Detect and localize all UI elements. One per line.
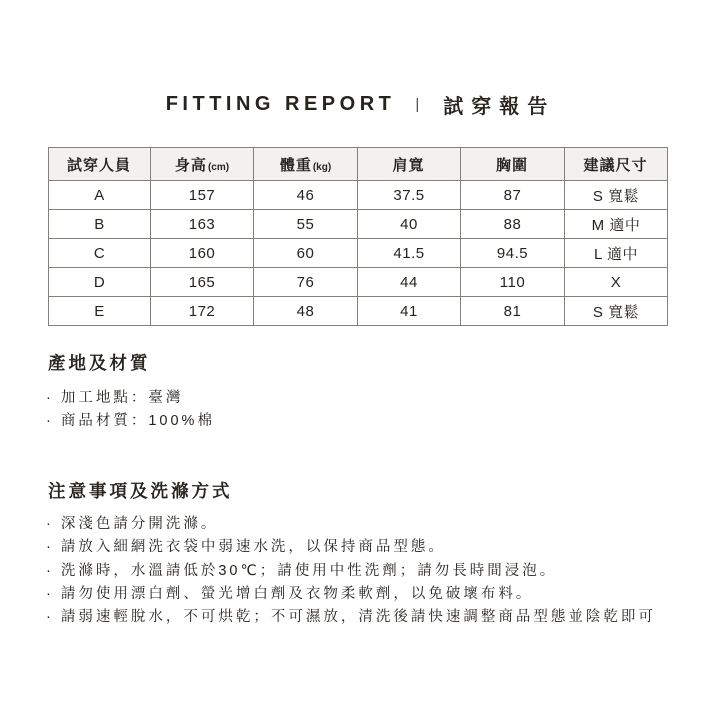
cell-shoulder: 40 bbox=[358, 210, 461, 239]
cell-weight: 55 bbox=[254, 210, 358, 239]
cell-tester: B bbox=[49, 210, 151, 239]
material-item-origin: · 加工地點：臺灣 bbox=[46, 390, 184, 406]
title-english: FITTING REPORT bbox=[165, 92, 396, 115]
cell-chest: 94.5 bbox=[461, 239, 565, 268]
title-chinese: 試穿報告 bbox=[443, 95, 556, 118]
cell-tester: E bbox=[49, 297, 151, 326]
table-row bbox=[49, 297, 668, 326]
cell-tester: C bbox=[49, 239, 151, 268]
care-item: · 請勿使用漂白劑、螢光增白劑及衣物柔軟劑，以免破壞布料。 bbox=[46, 585, 534, 602]
table-row bbox=[49, 239, 668, 268]
col-header-height: 身高(cm) bbox=[151, 148, 254, 181]
cell-height: 172 bbox=[151, 297, 254, 326]
cell-shoulder: 44 bbox=[358, 268, 461, 297]
page-title bbox=[0, 90, 721, 118]
cell-size: L 適中 bbox=[565, 239, 668, 268]
cell-weight: 46 bbox=[254, 181, 358, 210]
title-divider-bar: | bbox=[415, 95, 420, 113]
cell-size: S 寬鬆 bbox=[565, 181, 668, 210]
col-header-chest: 胸圍 bbox=[461, 148, 565, 181]
fitting-table bbox=[48, 147, 668, 326]
col-header-tester: 試穿人員 bbox=[49, 148, 151, 181]
cell-weight: 60 bbox=[254, 239, 358, 268]
care-item: · 請放入細網洗衣袋中弱速水洗，以保持商品型態。 bbox=[46, 539, 446, 556]
cell-height: 163 bbox=[151, 210, 254, 239]
cell-weight: 76 bbox=[254, 268, 358, 297]
cell-chest: 81 bbox=[461, 297, 565, 326]
col-header-weight: 體重(kg) bbox=[254, 148, 358, 181]
cell-size: X bbox=[565, 268, 668, 297]
table-row bbox=[49, 210, 668, 239]
cell-tester: A bbox=[49, 181, 151, 210]
table-header-row bbox=[49, 148, 668, 181]
care-section-heading: 注意事項及洗滌方式 bbox=[48, 481, 233, 501]
cell-chest: 87 bbox=[461, 181, 565, 210]
cell-shoulder: 41.5 bbox=[358, 239, 461, 268]
material-list bbox=[46, 387, 215, 434]
cell-chest: 88 bbox=[461, 210, 565, 239]
cell-shoulder: 41 bbox=[358, 297, 461, 326]
material-item-fabric: · 商品材質：100%棉 bbox=[46, 413, 215, 430]
cell-tester: D bbox=[49, 268, 151, 297]
care-item: · 深淺色請分開洗滌。 bbox=[46, 516, 219, 532]
col-header-suggested-size: 建議尺寸 bbox=[565, 148, 668, 181]
cell-chest: 110 bbox=[461, 268, 565, 297]
cell-weight: 48 bbox=[254, 297, 358, 326]
cell-height: 165 bbox=[151, 268, 254, 297]
care-item: · 洗滌時，水溫請低於30℃；請使用中性洗劑；請勿長時間浸泡。 bbox=[46, 562, 558, 579]
cell-size: S 寬鬆 bbox=[565, 297, 668, 326]
cell-shoulder: 37.5 bbox=[358, 181, 461, 210]
material-section-heading: 產地及材質 bbox=[48, 353, 151, 373]
care-item: · 請弱速輕脫水，不可烘乾；不可濕放，清洗後請快速調整商品型態並陰乾即可 bbox=[46, 609, 656, 626]
cell-size: M 適中 bbox=[565, 210, 668, 239]
cell-height: 160 bbox=[151, 239, 254, 268]
col-header-shoulder: 肩寬 bbox=[358, 148, 461, 181]
table-row bbox=[49, 181, 668, 210]
cell-height: 157 bbox=[151, 181, 254, 210]
table-row bbox=[49, 268, 668, 297]
care-instruction-list bbox=[46, 513, 656, 629]
